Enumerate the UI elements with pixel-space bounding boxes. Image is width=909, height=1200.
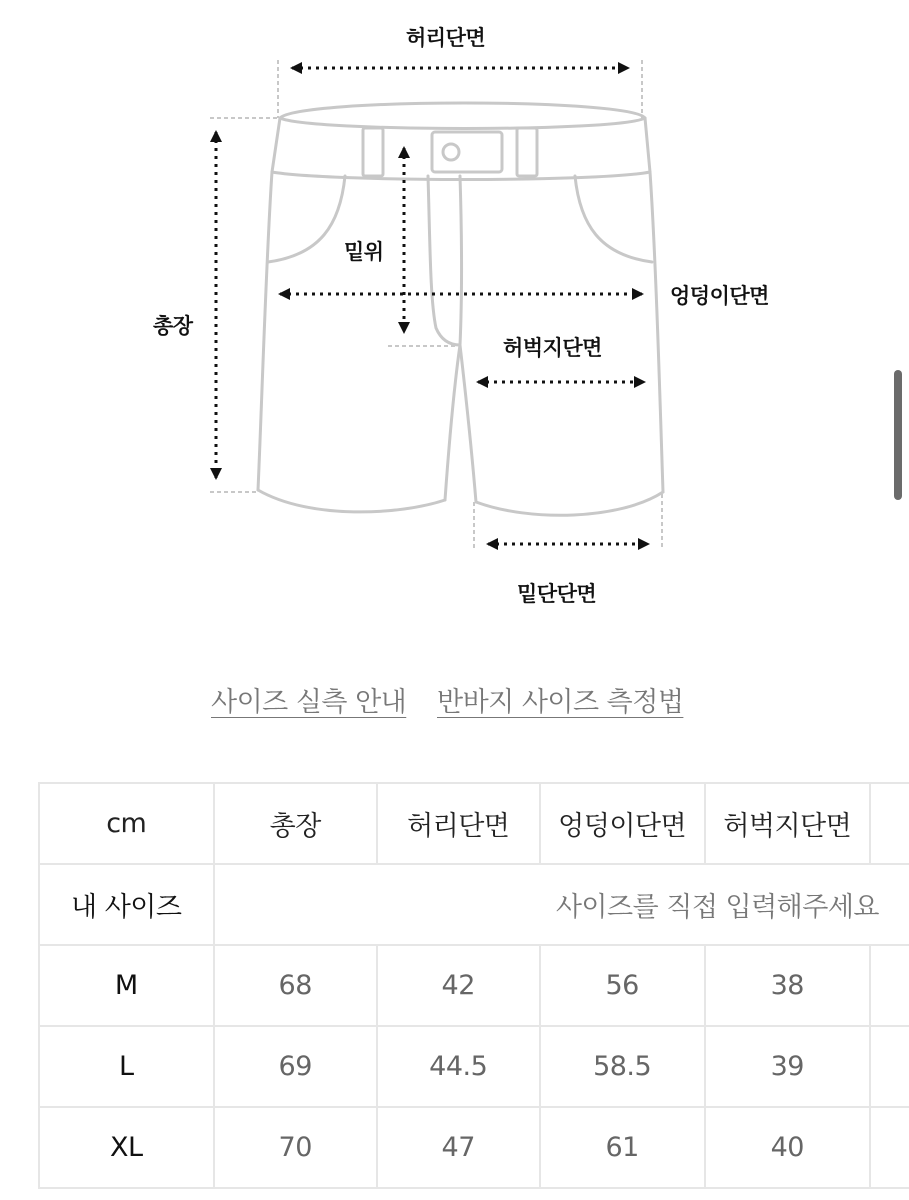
header-hip: 엉덩이단면	[540, 783, 705, 864]
value-cell: 58.5	[540, 1026, 705, 1107]
value-cell: 39	[705, 1026, 870, 1107]
table-row	[39, 1107, 909, 1188]
measure-method-link[interactable]: 반바지 사이즈 측정법	[437, 687, 684, 718]
value-cell: 56	[540, 945, 705, 1026]
hip-label: 엉덩이단면	[670, 284, 769, 308]
thigh-label: 허벅지단면	[503, 336, 602, 360]
rise-label: 밑위	[344, 240, 384, 264]
value-cell: 47	[377, 1107, 540, 1188]
my-size-label: 내 사이즈	[39, 864, 214, 945]
size-name-cell: XL	[39, 1107, 214, 1188]
total-length-label: 총장	[153, 314, 193, 338]
size-guide-link[interactable]: 사이즈 실측 안내	[211, 687, 407, 718]
table-row	[39, 1026, 909, 1107]
value-cell: 61	[540, 1107, 705, 1188]
size-name-cell: M	[39, 945, 214, 1026]
size-table	[38, 782, 909, 1189]
overflow-cell	[870, 1107, 909, 1188]
my-size-row	[39, 864, 909, 945]
unit-cell: cm	[39, 783, 214, 864]
header-overflow-cell	[870, 783, 909, 864]
header-thigh: 허벅지단면	[705, 783, 870, 864]
value-cell: 68	[214, 945, 377, 1026]
my-size-input[interactable]: 사이즈를 직접 입력해주세요	[214, 864, 909, 945]
size-name-cell: L	[39, 1026, 214, 1107]
value-cell: 42	[377, 945, 540, 1026]
hem-label: 밑단단면	[517, 582, 597, 606]
overflow-cell	[870, 945, 909, 1026]
value-cell: 40	[705, 1107, 870, 1188]
size-guide-links	[0, 680, 909, 720]
waist-label: 허리단면	[406, 26, 486, 50]
table-row	[39, 945, 909, 1026]
table-header-row	[39, 783, 909, 864]
overflow-cell	[870, 1026, 909, 1107]
value-cell: 38	[705, 945, 870, 1026]
value-cell: 70	[214, 1107, 377, 1188]
value-cell: 69	[214, 1026, 377, 1107]
value-cell: 44.5	[377, 1026, 540, 1107]
header-waist: 허리단면	[377, 783, 540, 864]
header-total-length: 총장	[214, 783, 377, 864]
scrollbar-thumb[interactable]	[894, 370, 902, 500]
